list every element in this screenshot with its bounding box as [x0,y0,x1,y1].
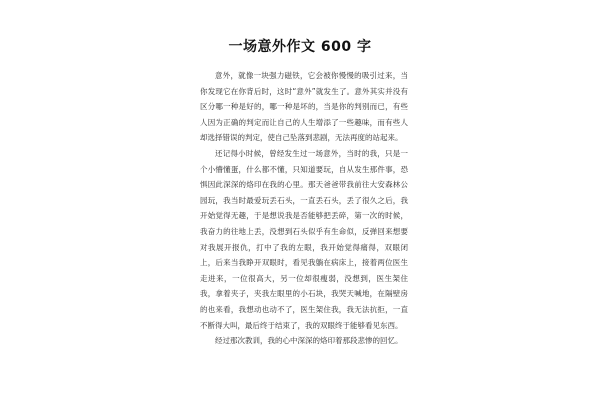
document-title: 一场意外作文 600 字 [228,39,372,55]
document-body [200,68,408,349]
paragraph-3: 经过那次教训，我的心中深深的烙印着那段悲惨的回忆。 [215,336,403,346]
paragraph-1: 意外，就像一块强力磁铁，它会被你慢慢的吸引过来，当你发现它在你背后时，这时“意外”就发生了。意外其实并没有区分哪一种是好的，哪一种是坏的，当是你的判别而已，有些人因为正确的判定而让自己的人生增添了一些趣味，而有些人却选择错误的判定，使自己坠落到悲剧，无法再度的站起来。 [200,71,408,143]
paragraph-2: 还记得小时候，曾经发生过一场意外，当时的我，只是一个小懵懂蛋，什么都不懂，只知道要玩，自从发生那件事，恐惧因此深深的烙印在我的心里。那天爸爸带我前往大安森林公园玩，我当时最爱玩丢石头，一直丢石头，丢了很久之后，我开始觉得无趣，于是想说我是否能够把丢碎，第一次的时候，我奋力的往地上丢，没想到石头似乎有生命似，反弹回来想要对我展开报仇，打中了我的左眼，我开始觉得痛得，双眼闭上，后来当我睁开双眼时，看见我躺在病床上，接着两位医生走进来，一位很高大，另一位却很瘦弱，没想到，医生架住我，拿着夹子，夹我左眼里的小石块，我哭天喊地，在隔壁房的也来看，我想动也动不了，医生架住我，我无法抗拒，一直不断得大叫，最后终于结束了，我的双眼终于能够看见东西。 [200,148,408,330]
